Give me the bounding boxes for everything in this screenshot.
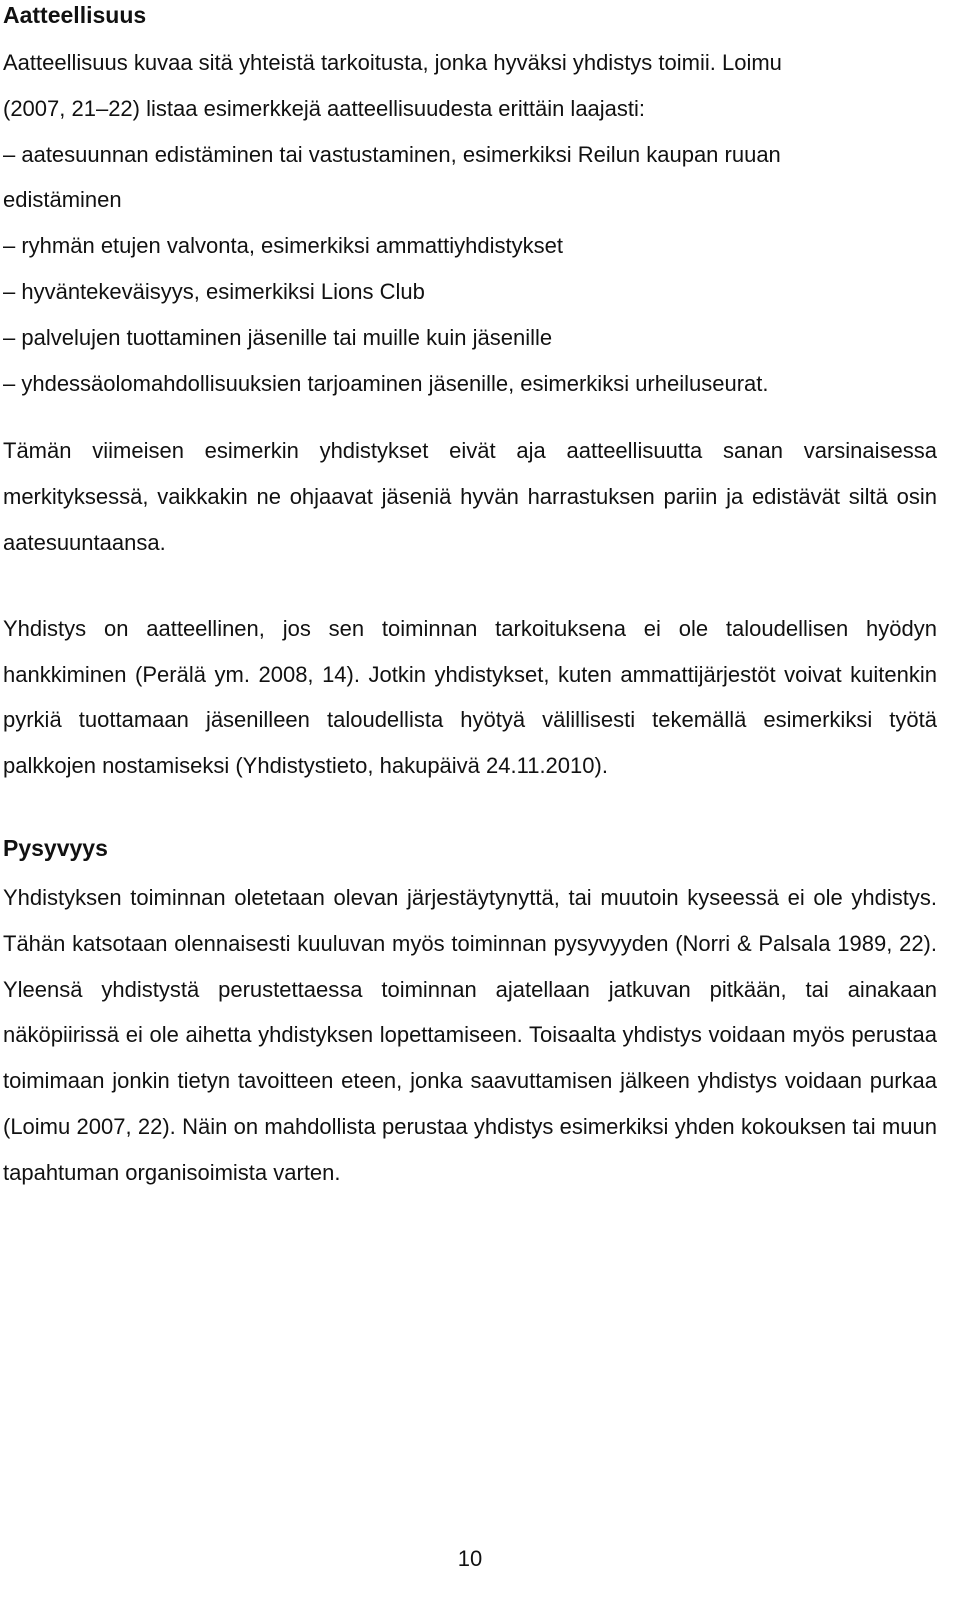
list-item: – hyväntekeväisyys, esimerkiksi Lions Club — [3, 278, 425, 304]
text-line: (2007, 21–22) listaa esimerkkejä aatteellisuudesta erittäin laajasti: — [3, 95, 646, 121]
page-number: 10 — [457, 1546, 483, 1571]
section-heading-pysyvyys: Pysyvyys — [3, 834, 108, 861]
list-item: – aatesuunnan edistäminen tai vastustaminen, esimerkiksi Reilun kaupan ruuan — [3, 141, 781, 167]
document-page — [3, 0, 937, 1196]
list-item-continuation: edistäminen — [3, 187, 122, 213]
list-item: – palvelujen tuottaminen jäsenille tai muille kuin jäsenille — [3, 324, 553, 350]
list-item: – yhdessäolomahdollisuuksien tarjoaminen jäsenille, esimerkiksi urheiluseurat. — [3, 370, 769, 396]
paragraph: Yhdistys on aatteellinen, jos sen toiminnan tarkoituksena ei ole taloudellisen hyödyn hankkiminen (Perälä ym. 2008, 14). Jotkin yhdistykset, kuten ammattijärjestöt voivat kuitenkin pyrkiä tuottamaan jäsenilleen taloudellista hyötyä välillisesti tekemällä esimerkiksi työtä palkkojen nostamiseksi (Yhdistystieto, hakupäivä 24.11.2010). — [3, 615, 937, 779]
text-line: Aatteellisuus kuvaa sitä yhteistä tarkoitusta, jonka hyväksi yhdistys toimii. Loimu — [3, 50, 782, 75]
paragraph: Yhdistyksen toiminnan oletetaan olevan järjestäytynyttä, tai muutoin kyseessä ei ole yhdistys. Tähän katsotaan olennaisesti kuuluvan myös toiminnan pysyvyyden (Norri & Palsala 1989, 22). Yleensä yhdistystä perustettaessa toiminnan ajatellaan jatkuvan pitkään, tai ainakaan näköpiirissä ei ole aihetta yhdistyksen lopettamiseen. Toisaalta yhdistys voidaan myös perustaa toimimaan jonkin tietyn tavoitteen eteen, jonka saavuttamisen jälkeen yhdistys voidaan purkaa (Loimu 2007, 22). Näin on mahdollista perustaa yhdistys esimerkiksi yhden kokouksen tai muun tapahtuman organisoimista varten. — [3, 884, 937, 1185]
list-item: – ryhmän etujen valvonta, esimerkiksi ammattiyhdistykset — [3, 233, 563, 259]
intro-block — [3, 40, 937, 406]
paragraph: Tämän viimeisen esimerkin yhdistykset eivät aja aatteellisuutta sanan varsinaisessa merkityksessä, vaikkakin ne ohjaavat jäseniä hyvän harrastuksen pariin ja edistävät siltä osin aatesuuntaansa. — [3, 438, 937, 555]
section-heading-aatteellisuus: Aatteellisuus — [3, 2, 147, 28]
